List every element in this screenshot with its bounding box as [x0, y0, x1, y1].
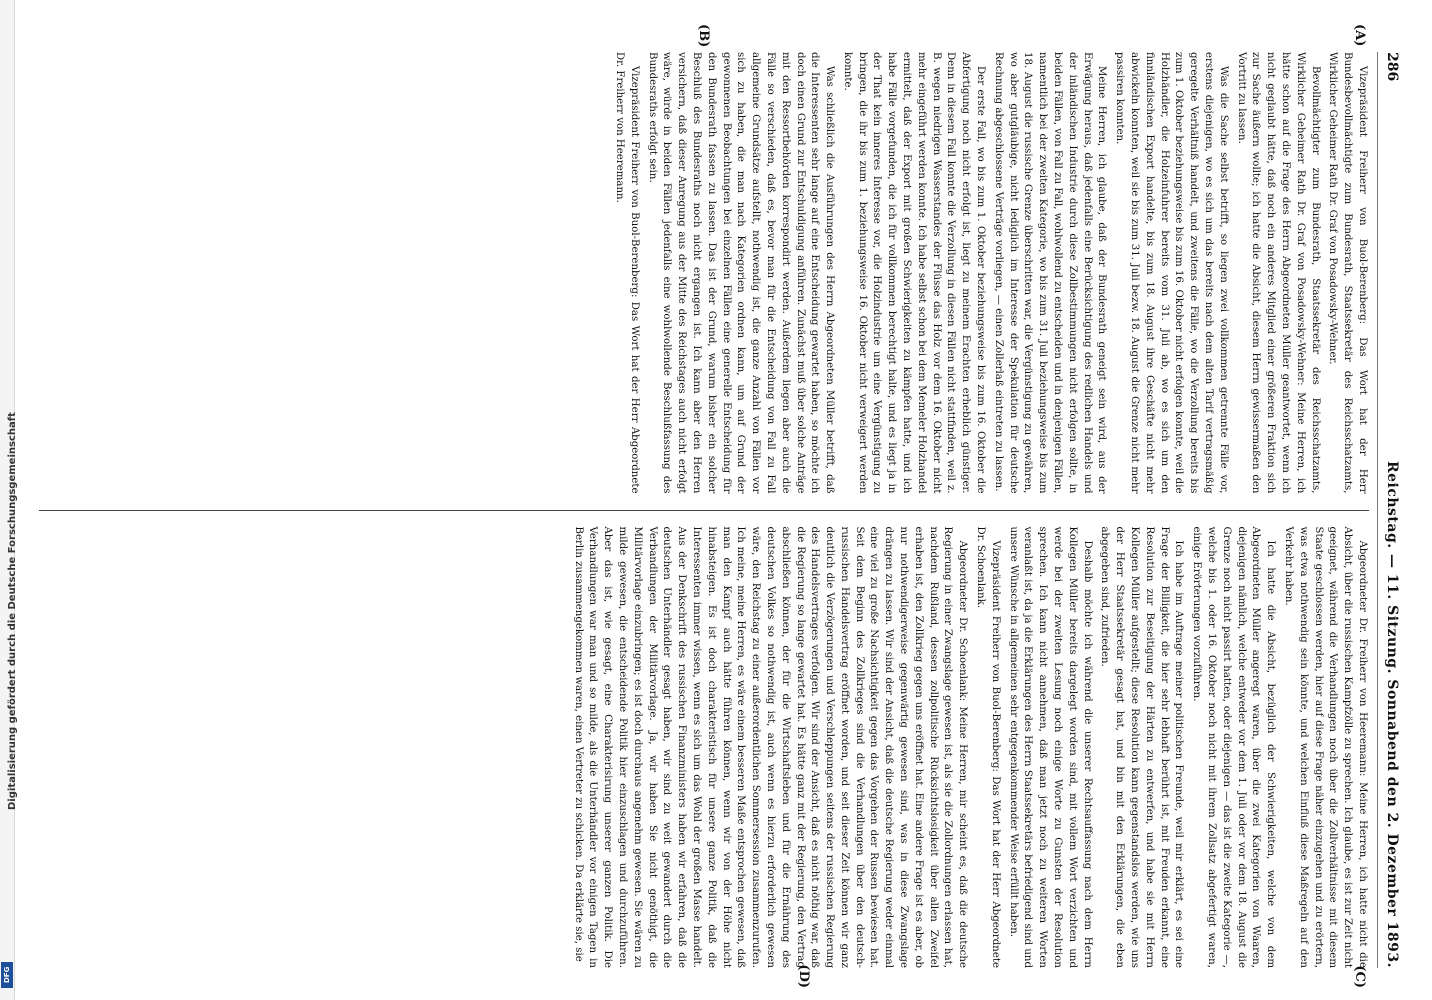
paragraph: Der erste Fall, wo bis zum 1. Oktober beziehungsweise bis zum 16. Oktober die Abfertigung noch nicht erfolgt ist, liegt zu meinem Erachten erheblich günstiger. Denn in diesem Fall konnte die Verzollung in diesen Fällen nicht stattfinden, weil z. B. wegen niedrigen Wasserstandes der Flüsse das Holz vor dem 16. Oktober nicht mehr eingeführt werden konnte. Ich habe selbst schon bei dem Memeler Holzhandel ermittelt, daß der Export mit großen Schwierigkeiten zu kämpfen hatte, und ich habe Fälle vorgefunden, die ich für vollkommen berechtigt halte, und es liegt ja in der That kein inneres Interesse vor, die Holzindustrie um eine Vergünstigung zu bringen, die ihr bis zum 1. beziehungsweise 16. Oktober nicht verweigert werden konnte. — [841, 52, 987, 494]
paragraph: Vizepräsident Freiherr von Buol-Berenberg: Das Wort hat der Herr Abgeordnete Dr. Freiherr von Heeremann. — [613, 52, 640, 494]
paragraph: Vizepräsident Freiherr von Buol-Berenberg: Das Wort hat der Herr Abgeordnete Dr. Schoenlank. — [975, 526, 1001, 968]
margin-mark-d: (D) — [796, 964, 811, 988]
paragraph: Meine Herren, ich glaube, daß der Bundesrath geneigt sein wird, aus der Erwägung heraus, daß jedenfalls eine Berücksichtigung des redlichen Handels und der inländischen Industrie durch diese Zollbestimmungen nicht erfolgen sollte, in beiden Fällen, von Fall zu Fall, wohlwollend zu entscheiden und in denjenigen Fällen, namentlich bei der zweiten Kategorie, wo bis zum 31. Juli beziehungsweise bis zum 18. August die russische Grenze überschritten war, die Vergünstigung zu gewähren, wo aber gutgläubige, nicht lediglich im Interesse der Spekulation für deutsche Rechnung abgeschlossene Verträge vorliegen, — einen Zollerlaß eintreten zu lassen. — [992, 52, 1108, 494]
paragraph: Deshalb möchte ich während die unserer Rechtsauffassung nach dem Herrn Kollegen Müller bereits dargelegt worden sind, mit vollem Wort verzichten und werde bei der zweiten Lesung noch einige Worte zu Gunsten der Resolution sprechen. Ich kann nicht annehmen, daß man jetzt noch zu weiteren Worten veranlaßt ist, da ja die Erklärungen des Herrn Staatssekretärs befriedigend sind und unsere Wünsche in allgemeinen sehr entgegenkommender Weise erfüllt haben. — [1007, 526, 1093, 968]
column-divider — [39, 510, 1369, 511]
paragraph: Bevollmächtigter zum Bundesrath, Staatssekretär des Reichsschatzamts, Wirklicher Geheimer Rath Dr. Graf von Posadowsky-Wehner: Meine Herren, ich hätte schon auf die Frage des Herrn Abgeordneten Müller geantwortet, wenn ich nicht geglaubt hätte, daß noch ein anderes Mitglied einer größeren Fraktion sich zur Sache äußern wollte; ich hatte die Absicht, diesem Herrn gewissermaßen den Vortritt zu lassen. — [1235, 52, 1321, 494]
right-column — [39, 526, 1369, 968]
margin-mark-c: (C) — [1352, 965, 1367, 988]
document-page — [30, 12, 1410, 992]
page-title: Reichstag. — 11. Sitzung. Sonnabend den 2. Dezember 1893. — [1384, 460, 1400, 968]
page-number: 286 — [1384, 52, 1400, 82]
page-scan — [8, 4, 1432, 1000]
page-header — [1377, 52, 1400, 968]
left-column — [39, 52, 1369, 494]
paragraph: Abgeordneter Dr. Schoenlank: Meine Herren, mir scheint es, daß die deutsche Regierung in einer Zwangslage gewesen ist, als sie die Zollordnungen erlassen hat, nachdem Rußland, dessen zollpolitische Rücksichtslosigkeit über allen Zweifel erhaben ist, den Zollkrieg gegen uns eröffnet hat. Eine andere Frage ist es aber, ob nur nothwendigerweise gegenwärtig gewesen sind, was in diese Zwangslage drängen zu lassen. Wir sind der Ansicht, daß die deutsche Regierung weder einmal eine viel zu große Nachsichtigkeit gegen das Vorgehen der Russen bewiesen hat. Seit dem Beginn des Zollkrieges sind die Verhandlungen über den deutsch-russischen Handelsvertrag eröffnet worden, und seit dieser Zeit können wir ganz deutlich die Verzögerungen und Verschleppungen seitens der russischen Regierung des Handelsvertrages verfolgen. Wir sind der Ansicht, daß es nicht nöthig war, daß die Regierung so lange gewartet hat. Es hätte ganz mit der Regierung, den Vertrag abschließen können, der für die Wirtschaftsleben und für die Ernährung des deutschen Volkes so nothwendig ist, auch wenn es hierzu erforderlich gewesen wäre, den Reichstag zu einer außerordentlichen Sommersession zusammenzurufen. Ich meine, meine Herren, es wäre einem besseren Maße entsprochen gewesen, daß man den Kampf auch hätte führen können, wenn wir von der Höhe nicht hinabsteigen. Es ist doch charakteristisch für unsere ganze Politik, daß die Interessenten immer wissen, wenn es sich um das Wohl der großen Masse handelt. Aus der Denkschrift des russischen Finanzministers haben wir erfahren, daß die deutschen Unterhändler gesagt haben, wir sind zu weit gewandert durch die Verbandlungen der Militärvorlage. Ja, wir haben Sie nicht genöthigt, die Militärvorlage einzubringen; es ist doch durchaus angenehm gewesen. Sie wären zu milde gewesen, die entscheidende Politik hier einzuschlagen und durchzuführen. Aber das ist, wie gesagt, eine Charakterisirung unserer ganzen Politik. Die Verhandlungen war man und so milde, als die Unterhändler vor einigen Tagen in Berlin zusammengekommen waren, einen Vertreter zu schicken. Da erklärte sie, sie — [572, 526, 969, 968]
dfg-logo: DFG — [1, 962, 13, 988]
text-columns — [39, 24, 1369, 988]
paragraph: Vizepräsident Freiherr von Buol-Berenberg: Das Wort hat der Herr Bundesbevollmächtigte zum Bundesrath, Staatssekretär des Reichsschatzamts, Wirklicher Geheimer Rath Dr. Graf von Posadowsky-Wehner. — [1327, 52, 1368, 494]
paragraph: Was schließlich die Ausführungen des Herrn Abgeordneten Müller betrifft, daß die Interessenten sehr lange auf eine Entscheidung gewartet haben, so möchte ich doch einen Grund zur Entschuldigung anführen. Zunächst muß über solche Anträge mit den Ressortbehörden korrespondirt werden. Außerdem liegen aber auch die Fälle so verschieden, daß es, bevor man für die Entscheidung von Fall zu Fall allgemeine Grundsätze aufstellt, nothwendig ist, die ganze Anzahl von Fällen vor sich zu haben, die man nach Kategorien ordnen kann, um auf Grund der gewonnenen Beobachtungen bei einzelnen Fällen eine generelle Entscheidung für den Bundesrath fassen zu lassen. Das ist der Grund, warum bisher ein solcher Beschluß des Bundesraths noch nicht ergangen ist. Ich kann aber den Herren versichern, daß dieser Anregung aus der Mitte des Reichstages auch nicht erfolgt wäre, würde in beiden Fällen jedenfalls eine wohlwollende Beschlußfassung des Bundesraths erfolgt sein. — [646, 52, 836, 494]
paragraph: Ich hatte die Absicht, bezüglich der Schwierigkeiten, welche von dem Abgeordneten Müller angeregt waren, über die zwei Kategorien von Waaren, diejenigen nämlich, welche entweder vor dem 1. Juli oder vor dem 18. August die Grenze noch nicht passirt hatten, oder diejenigen — das ist die zweite Kategorie —, welche bis 1. oder 16. Oktober noch nicht mit ihrem Zollsatz abgefertigt waren, einige Erörterungen vorzuführen. — [1191, 526, 1277, 968]
funding-notice: Digitalisierung gefördert durch die Deutsche Forschungsgemeinschaft — [7, 412, 18, 810]
margin-mark-b: (B) — [696, 24, 711, 48]
margin-mark-a: (A) — [1352, 24, 1367, 47]
side-strip — [0, 0, 18, 1000]
paragraph: Was die Sache selbst betrifft, so liegen zwei vollkommen getrennte Fälle vor, erstens diejenigen, wo es sich um das bereits nach dem alten Tarif vertragsmäßig geregelte Verhältniß handelt, und zweitens die Fälle, wo die Verzollung bereits bis zum 1. Oktober beziehungsweise bis zum 16. Oktober nicht erfolgen konnte, weil die Holzhändler, die Holzeinfuhrer bereits vom 31. Juli ab, wo es sich um den finnländischen Export handelte, bis zum 18. August ihre Geschäfte nicht mehr abwickeln konnten, weil sie bis zum 31. Juli bezw. 18. August die Grenze nicht mehr passiren konnten. — [1114, 52, 1229, 494]
paragraph: Abgeordneter Dr. Freiherr von Heeremann: Meine Herren, ich hatte nicht die Absicht, über die russischen Kampfzölle zu sprechen. Ich glaube, es ist zur Zeit nicht geeignet, während die Verhandlungen noch über die Zollverhältnisse mit diesem Staate geschlossen werden, hier auf diese Frage näher einzugehen und zu erörtern, was etwa nothwendig sein könnte, und welchen Einfluß diese Maßregeln auf den Verkehr haben. — [1283, 526, 1368, 968]
paragraph: Ich habe im Auftrage meiner politischen Freunde, weil mir erklärt, es sei eine Frage der Billigkeit, die hier sehr lebhaft berührt ist, mit Freuden erkannt, eine Resolution zur Beseitigung der Härten zu entwerfen, und habe sie mit Herrn Kollegen Müller aufgestellt; diese Resolution kann gegenstandslos werden, wie uns der Herr Staatssekretär gesagt hat, und bin mit den Erklärungen, die eben abgegeben sind, zufrieden. — [1099, 526, 1185, 968]
